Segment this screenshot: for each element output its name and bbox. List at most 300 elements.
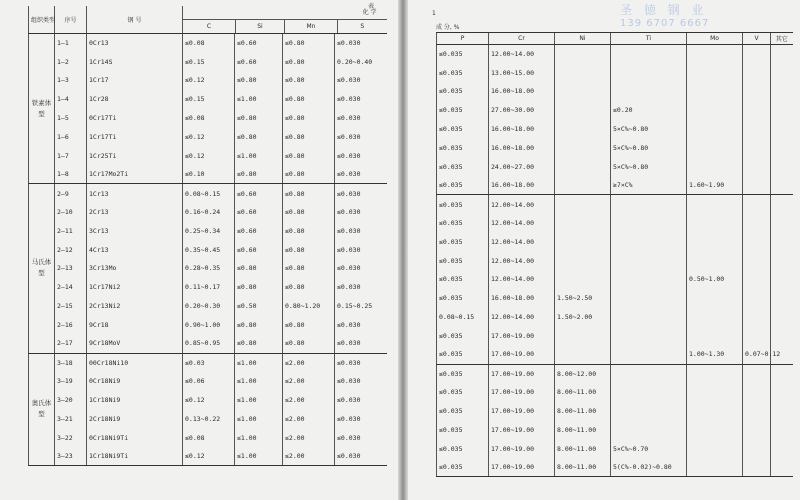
table-continued-note: 表 (368, 3, 375, 10)
table-row (437, 439, 793, 458)
header-other: 其它 (771, 33, 793, 45)
s-cell: ≤0.030 (335, 165, 387, 184)
mo-cell (687, 458, 743, 477)
mn-cell: ≤0.80 (283, 90, 335, 109)
cr-cell: 12.00~14.00 (489, 308, 555, 327)
v-cell (743, 439, 771, 458)
v-cell (743, 120, 771, 139)
grade-cell: 3Cr13 (87, 221, 183, 240)
s-cell: ≤0.030 (335, 184, 387, 203)
mo-cell (687, 402, 743, 421)
mn-cell: ≤0.80 (283, 221, 335, 240)
table-row (29, 353, 387, 372)
table-row (437, 458, 793, 477)
p-cell: ≤0.035 (437, 82, 489, 101)
c-cell: 0.08~0.15 (183, 184, 235, 203)
cr-cell: 17.00~19.00 (489, 402, 555, 421)
mn-cell: ≤2.00 (283, 428, 335, 447)
s-cell: ≤0.030 (335, 240, 387, 259)
ti-cell (611, 63, 687, 82)
mo-cell (687, 251, 743, 270)
c-cell: ≤0.06 (183, 372, 235, 391)
grade-cell: 1Cr28 (87, 90, 183, 109)
header-mn: Mn (284, 20, 337, 33)
other-cell (771, 232, 793, 251)
c-cell: 0.20~0.30 (183, 297, 235, 316)
s-cell: ≤0.030 (335, 428, 387, 447)
v-cell (743, 458, 771, 477)
mn-cell: ≤2.00 (283, 391, 335, 410)
seq-cell: 2—14 (55, 278, 87, 297)
composition-table-right (436, 32, 793, 477)
cr-cell: 17.00~19.00 (489, 458, 555, 477)
table-row (29, 127, 387, 146)
grade-cell: 0Cr18Ni9 (87, 372, 183, 391)
c-cell: ≤0.08 (183, 34, 235, 53)
seq-cell: 3—23 (55, 447, 87, 466)
p-cell: 0.08~0.15 (437, 308, 489, 327)
header-s: S (337, 20, 387, 33)
seq-cell: 3—21 (55, 409, 87, 428)
s-cell: ≤0.030 (335, 109, 387, 128)
seq-cell: 2—15 (55, 297, 87, 316)
other-cell (771, 420, 793, 439)
mo-cell (687, 63, 743, 82)
mn-cell: ≤2.00 (283, 353, 335, 372)
table-row (437, 176, 793, 195)
mo-cell (687, 82, 743, 101)
p-cell: ≤0.035 (437, 120, 489, 139)
v-cell (743, 326, 771, 345)
table-row (437, 232, 793, 251)
c-cell: 0.16~0.24 (183, 203, 235, 222)
mn-cell: ≤0.80 (283, 127, 335, 146)
ni-cell: 8.00~11.00 (555, 439, 611, 458)
ni-cell: 1.50~2.50 (555, 289, 611, 308)
ni-cell (555, 45, 611, 64)
cr-cell: 16.00~18.00 (489, 176, 555, 195)
ti-cell (611, 45, 687, 64)
other-cell (771, 402, 793, 421)
mn-cell: ≤0.80 (283, 203, 335, 222)
mn-cell: ≤0.80 (283, 109, 335, 128)
mn-cell: ≤0.80 (283, 240, 335, 259)
mo-cell (687, 326, 743, 345)
seq-cell: 1—8 (55, 165, 87, 184)
v-cell (743, 420, 771, 439)
seq-cell: 1—1 (55, 34, 87, 53)
table-row (29, 278, 387, 297)
p-cell: ≤0.035 (437, 289, 489, 308)
c-cell: 0.85~0.95 (183, 334, 235, 353)
p-cell: ≤0.035 (437, 251, 489, 270)
p-cell: ≤0.035 (437, 458, 489, 477)
ti-cell: 5×C%~0.70 (611, 439, 687, 458)
mn-cell: ≤0.80 (283, 259, 335, 278)
table-row (29, 71, 387, 90)
cr-cell: 12.00~14.00 (489, 232, 555, 251)
structure-class-label: 铁素体型 (29, 34, 55, 184)
table-row (437, 157, 793, 176)
ti-cell (611, 214, 687, 233)
table-row (437, 251, 793, 270)
mn-cell: ≤0.80 (283, 184, 335, 203)
ti-cell: 5×C%~0.80 (611, 120, 687, 139)
table-row (437, 364, 793, 383)
p-cell: ≤0.035 (437, 214, 489, 233)
p-cell: ≤0.035 (437, 326, 489, 345)
header-ni: Ni (555, 33, 611, 45)
si-cell: ≤0.60 (235, 203, 283, 222)
ni-cell: 8.00~11.00 (555, 383, 611, 402)
mn-cell: ≤0.80 (283, 278, 335, 297)
table-row (437, 63, 793, 82)
p-cell: ≤0.035 (437, 195, 489, 214)
cr-cell: 12.00~14.00 (489, 214, 555, 233)
other-cell (771, 289, 793, 308)
grade-cell: 3Cr13Mo (87, 259, 183, 278)
s-cell: ≤0.030 (335, 353, 387, 372)
s-cell: ≤0.030 (335, 34, 387, 53)
p-cell: ≤0.035 (437, 420, 489, 439)
other-cell (771, 326, 793, 345)
grade-cell: 2Cr18Ni9 (87, 409, 183, 428)
page-marker: 1 (432, 10, 436, 17)
other-cell (771, 308, 793, 327)
ni-cell: 8.00~11.00 (555, 402, 611, 421)
s-cell: ≤0.030 (335, 334, 387, 353)
s-cell: ≤0.030 (335, 221, 387, 240)
s-cell: ≤0.030 (335, 315, 387, 334)
si-cell: ≤0.80 (235, 127, 283, 146)
p-cell: ≤0.035 (437, 157, 489, 176)
s-cell: ≤0.030 (335, 259, 387, 278)
table-row (437, 45, 793, 64)
p-cell: ≤0.035 (437, 63, 489, 82)
table-row (29, 297, 387, 316)
c-cell: 0.11~0.17 (183, 278, 235, 297)
cr-cell: 17.00~19.00 (489, 420, 555, 439)
ti-cell (611, 195, 687, 214)
header-seq: 序号 (55, 6, 87, 34)
c-cell: ≤0.12 (183, 391, 235, 410)
structure-class-label: 奥氏体型 (29, 353, 55, 466)
ni-cell (555, 176, 611, 195)
other-cell (771, 214, 793, 233)
v-cell (743, 63, 771, 82)
seq-cell: 2—9 (55, 184, 87, 203)
grade-cell: 2Cr13Ni2 (87, 297, 183, 316)
table-row (29, 221, 387, 240)
grade-cell: 2Cr13 (87, 203, 183, 222)
ni-cell: 8.00~11.00 (555, 420, 611, 439)
p-cell: ≤0.035 (437, 101, 489, 120)
seq-cell: 1—2 (55, 52, 87, 71)
ni-cell (555, 138, 611, 157)
c-cell: 0.13~0.22 (183, 409, 235, 428)
table-row (29, 391, 387, 410)
v-cell (743, 289, 771, 308)
mn-cell: ≤0.80 (283, 334, 335, 353)
other-cell (771, 383, 793, 402)
si-cell: ≤0.50 (235, 297, 283, 316)
v-cell (743, 138, 771, 157)
grade-cell: 1Cr17Mo2Ti (87, 165, 183, 184)
c-cell: ≤0.15 (183, 90, 235, 109)
seq-cell: 1—7 (55, 146, 87, 165)
v-cell (743, 214, 771, 233)
mo-cell: 0.50~1.00 (687, 270, 743, 289)
ni-cell: 8.00~11.00 (555, 458, 611, 477)
grade-cell: 9Cr18 (87, 315, 183, 334)
mo-cell (687, 214, 743, 233)
table-row (437, 326, 793, 345)
s-cell: 0.20~0.40 (335, 52, 387, 71)
cr-cell: 27.00~30.00 (489, 101, 555, 120)
other-cell (771, 270, 793, 289)
mo-cell (687, 120, 743, 139)
seq-cell: 3—19 (55, 372, 87, 391)
watermark-company: 圣 徳 钢 业 (620, 3, 708, 17)
v-cell (743, 45, 771, 64)
table-row (437, 420, 793, 439)
header-v: V (743, 33, 771, 45)
mo-cell (687, 308, 743, 327)
s-cell: ≤0.030 (335, 391, 387, 410)
table-row (29, 34, 387, 53)
s-cell: ≤0.030 (335, 90, 387, 109)
ni-cell (555, 345, 611, 364)
mn-cell: 0.80~1.20 (283, 297, 335, 316)
ni-cell (555, 232, 611, 251)
c-cell: ≤0.10 (183, 165, 235, 184)
p-cell: ≤0.035 (437, 138, 489, 157)
table-row (29, 52, 387, 71)
table-row (29, 409, 387, 428)
c-cell: ≤0.03 (183, 353, 235, 372)
p-cell: ≤0.035 (437, 270, 489, 289)
other-cell (771, 138, 793, 157)
grade-cell: 1Cr17Ni2 (87, 278, 183, 297)
seq-cell: 1—4 (55, 90, 87, 109)
p-cell: ≤0.035 (437, 439, 489, 458)
header-cr: Cr (489, 33, 555, 45)
seq-cell: 2—11 (55, 221, 87, 240)
table-row (437, 345, 793, 364)
si-cell: ≤0.80 (235, 334, 283, 353)
table-row (29, 203, 387, 222)
si-cell: ≤0.60 (235, 34, 283, 53)
cr-cell: 17.00~19.00 (489, 345, 555, 364)
si-cell: ≤0.80 (235, 315, 283, 334)
table-row (29, 240, 387, 259)
si-cell: ≤1.00 (235, 372, 283, 391)
p-cell: ≤0.035 (437, 232, 489, 251)
v-cell (743, 82, 771, 101)
header-p: P (437, 33, 489, 45)
v-cell (743, 176, 771, 195)
table-row (437, 120, 793, 139)
v-cell: 0.07~0.12 (743, 345, 771, 364)
other-cell (771, 63, 793, 82)
p-cell: ≤0.035 (437, 383, 489, 402)
grade-cell: 1Cr17 (87, 71, 183, 90)
v-cell (743, 157, 771, 176)
grade-cell: 4Cr13 (87, 240, 183, 259)
cr-cell: 13.00~15.00 (489, 63, 555, 82)
seq-cell: 2—13 (55, 259, 87, 278)
mo-cell (687, 383, 743, 402)
si-cell: ≤1.00 (235, 353, 283, 372)
seq-cell: 3—20 (55, 391, 87, 410)
table-row (437, 101, 793, 120)
watermark (620, 1, 709, 29)
cr-cell: 24.00~27.00 (489, 157, 555, 176)
mo-cell (687, 289, 743, 308)
structure-class-label: 马氏体型 (29, 184, 55, 353)
ni-cell: 8.00~12.00 (555, 364, 611, 383)
cr-cell: 12.00~14.00 (489, 45, 555, 64)
cr-cell: 17.00~19.00 (489, 326, 555, 345)
si-cell: ≤1.00 (235, 146, 283, 165)
mn-cell: ≤0.80 (283, 71, 335, 90)
other-cell (771, 195, 793, 214)
p-cell: ≤0.035 (437, 345, 489, 364)
cr-cell: 16.00~18.00 (489, 138, 555, 157)
s-cell: ≤0.030 (335, 372, 387, 391)
v-cell (743, 308, 771, 327)
mo-cell: 1.00~1.30 (687, 345, 743, 364)
si-cell: ≤1.00 (235, 447, 283, 466)
table-row (437, 195, 793, 214)
si-cell: ≤0.80 (235, 71, 283, 90)
ti-cell: 5×C%~0.80 (611, 138, 687, 157)
grade-cell: 1Cr18Ni9 (87, 391, 183, 410)
watermark-phone: 139 6707 6667 (620, 18, 710, 29)
v-cell (743, 232, 771, 251)
mo-cell (687, 232, 743, 251)
v-cell (743, 402, 771, 421)
cr-cell: 16.00~18.00 (489, 289, 555, 308)
table-row (29, 372, 387, 391)
si-cell: ≤0.60 (235, 240, 283, 259)
table-row (437, 289, 793, 308)
p-cell: ≤0.035 (437, 364, 489, 383)
c-cell: ≤0.08 (183, 109, 235, 128)
seq-cell: 1—5 (55, 109, 87, 128)
other-cell (771, 101, 793, 120)
seq-cell: 1—6 (55, 127, 87, 146)
mo-cell (687, 157, 743, 176)
table-row (437, 402, 793, 421)
v-cell (743, 270, 771, 289)
table-row (29, 109, 387, 128)
table-row (437, 270, 793, 289)
other-cell (771, 458, 793, 477)
table-row (29, 447, 387, 466)
c-cell: ≤0.12 (183, 146, 235, 165)
header-class: 组织类型 (29, 6, 55, 34)
c-cell: ≤0.12 (183, 71, 235, 90)
composition-table-left (28, 6, 387, 466)
header-grade: 钢 号 (87, 6, 183, 34)
mn-cell: ≤0.80 (283, 52, 335, 71)
cr-cell: 16.00~18.00 (489, 120, 555, 139)
c-cell: ≤0.08 (183, 428, 235, 447)
seq-cell: 3—18 (55, 353, 87, 372)
table-row (29, 428, 387, 447)
table-row (29, 334, 387, 353)
si-cell: ≤0.80 (235, 165, 283, 184)
ti-cell: 5×C%~0.80 (611, 157, 687, 176)
ni-cell (555, 82, 611, 101)
cr-cell: 12.00~14.00 (489, 251, 555, 270)
other-cell (771, 45, 793, 64)
si-cell: ≤1.00 (235, 90, 283, 109)
ti-cell (611, 251, 687, 270)
s-cell: ≤0.030 (335, 146, 387, 165)
si-cell: ≤0.60 (235, 52, 283, 71)
other-cell (771, 439, 793, 458)
table-header-row (29, 6, 387, 34)
c-cell: ≤0.12 (183, 447, 235, 466)
grade-cell: 0Cr13 (87, 34, 183, 53)
ni-cell (555, 120, 611, 139)
ti-cell (611, 308, 687, 327)
table-row (29, 259, 387, 278)
ni-cell (555, 157, 611, 176)
s-cell: ≤0.030 (335, 409, 387, 428)
grade-cell: 1Cr17Ti (87, 127, 183, 146)
s-cell: ≤0.030 (335, 71, 387, 90)
v-cell (743, 383, 771, 402)
ni-cell (555, 63, 611, 82)
ti-cell (611, 326, 687, 345)
ti-cell: 5(C%-0.02)~0.80 (611, 458, 687, 477)
si-cell: ≤0.60 (235, 221, 283, 240)
header-mo: Mo (687, 33, 743, 45)
mn-cell: ≤2.00 (283, 372, 335, 391)
grade-cell: 1Cr14S (87, 52, 183, 71)
v-cell (743, 195, 771, 214)
s-cell: ≤0.030 (335, 203, 387, 222)
other-cell (771, 364, 793, 383)
si-cell: ≤0.60 (235, 184, 283, 203)
ni-cell: 1.50~2.00 (555, 308, 611, 327)
seq-cell: 1—3 (55, 71, 87, 90)
ni-cell (555, 326, 611, 345)
grade-cell: 1Cr18Ni9Ti (87, 447, 183, 466)
c-cell: 0.35~0.45 (183, 240, 235, 259)
cr-cell: 17.00~19.00 (489, 364, 555, 383)
ni-cell (555, 251, 611, 270)
si-cell: ≤0.80 (235, 259, 283, 278)
ni-cell (555, 214, 611, 233)
s-cell: ≤0.030 (335, 278, 387, 297)
mn-cell: ≤2.00 (283, 447, 335, 466)
ti-cell: ≥7×C% (611, 176, 687, 195)
ti-cell (611, 270, 687, 289)
mo-cell (687, 420, 743, 439)
table-row (437, 383, 793, 402)
right-page (408, 0, 800, 500)
table-row (437, 308, 793, 327)
header-si: Si (235, 20, 284, 33)
ti-cell (611, 289, 687, 308)
s-cell: ≤0.030 (335, 447, 387, 466)
si-cell: ≤0.80 (235, 109, 283, 128)
s-cell: ≤0.030 (335, 127, 387, 146)
